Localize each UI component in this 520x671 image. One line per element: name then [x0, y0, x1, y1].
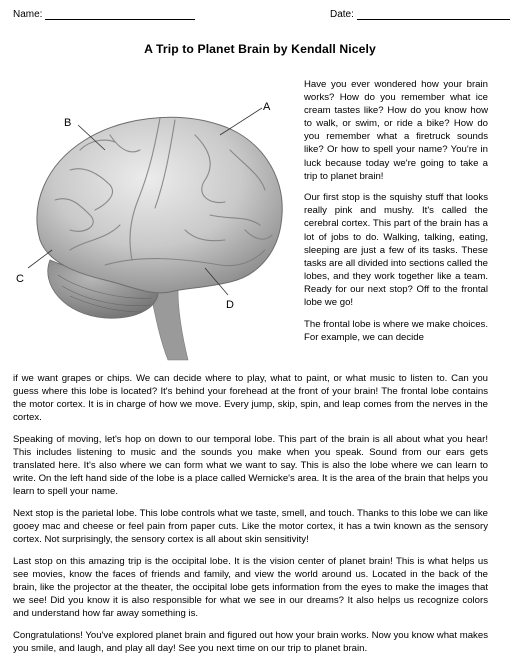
- label-b: B: [64, 117, 72, 129]
- name-label: Name:: [13, 9, 43, 20]
- cerebrum-shape: [37, 117, 282, 293]
- intro-paragraph-2: Our first stop is the squishy stuff that looks really pink and mushy. It's called the cerebral cortex. This part of the brain has a lot of jobs to do. Walking, talking, eating, sleeping are just a few of its tasks. These tasks are all divided into sections called the lobes, and they work together like a team. Ready for our next stop? Off to the frontal lobe we go!: [304, 192, 488, 308]
- brain-diagram: [10, 90, 300, 375]
- label-c: C: [16, 273, 24, 285]
- date-label: Date:: [330, 9, 354, 20]
- date-blank-line[interactable]: [357, 10, 510, 20]
- frontal-lobe-lead: The frontal lobe is where we make choices. For example, we can decide: [304, 318, 488, 343]
- full-width-text: [13, 372, 488, 663]
- label-d: D: [226, 299, 234, 311]
- conclusion-paragraph: Congratulations! You've explored planet brain and figured out how your brain works. Now you know what makes you smile, and laugh, and play all day! See you next time on our trip to planet brain.: [13, 629, 488, 654]
- worksheet-title: A Trip to Planet Brain by Kendall Nicely: [144, 42, 376, 56]
- parietal-lobe-paragraph: Next stop is the parietal lobe. This lobe controls what we taste, smell, and touch. Thanks to this lobe we can like gooey mac and cheese or feel pain from paper cuts. Like the motor cortex, it has a twin known as the sensory cortex. Not surprisingly, the sensory cortex is all about skin sensitivity!: [13, 507, 488, 546]
- temporal-lobe-paragraph: Speaking of moving, let's hop on down to our temporal lobe. This part of the brain is all about what you hear! This includes listening to music and the sounds you make when you speak. Sound from our ears gets translated here. It's also where we can form what we want to say. This is also the lobe where we can learn to write. On the left hand side of the lobe is a place called Wernicke's area. It is the area of the brain that helps you learn to spell your name.: [13, 433, 488, 498]
- label-a: A: [263, 101, 271, 113]
- occipital-lobe-paragraph: Last stop on this amazing trip is the occipital lobe. It is the vision center of planet brain! This is what helps us see movies, know the faces of friends and family, and view the world around us. Located in the back of the brain, like the projector at the theater, the occipital lobe gets information from the eyes to make the images that we see! Did you know it is also responsible for what we see in our dreams? It also helps us recognize colors and understand how far away something is.: [13, 555, 488, 619]
- date-field[interactable]: [330, 9, 510, 20]
- frontal-lobe-paragraph: if we want grapes or chips. We can decide where to play, what to paint, or what music to listen to. Can you guess where this lobe is located? It's behind your forehead at the front of your brain! The frontal lobe contains the motor cortex. It is in charge of how we move. Every jump, skip, spin, and leap comes from the nerves in the cortex.: [13, 373, 488, 424]
- intro-paragraph-1: Have you ever wondered how your brain works? How do you remember what ice cream tastes like? How do you know how to walk, or swim, or ride a bike? How do you remember what a firetruck sounds like? Or how to spell your name? You're in luck because today we're going to take a trip to planet brain!: [304, 79, 488, 182]
- intro-column: [304, 78, 488, 344]
- name-blank-line[interactable]: [45, 10, 195, 20]
- name-field[interactable]: [13, 9, 195, 20]
